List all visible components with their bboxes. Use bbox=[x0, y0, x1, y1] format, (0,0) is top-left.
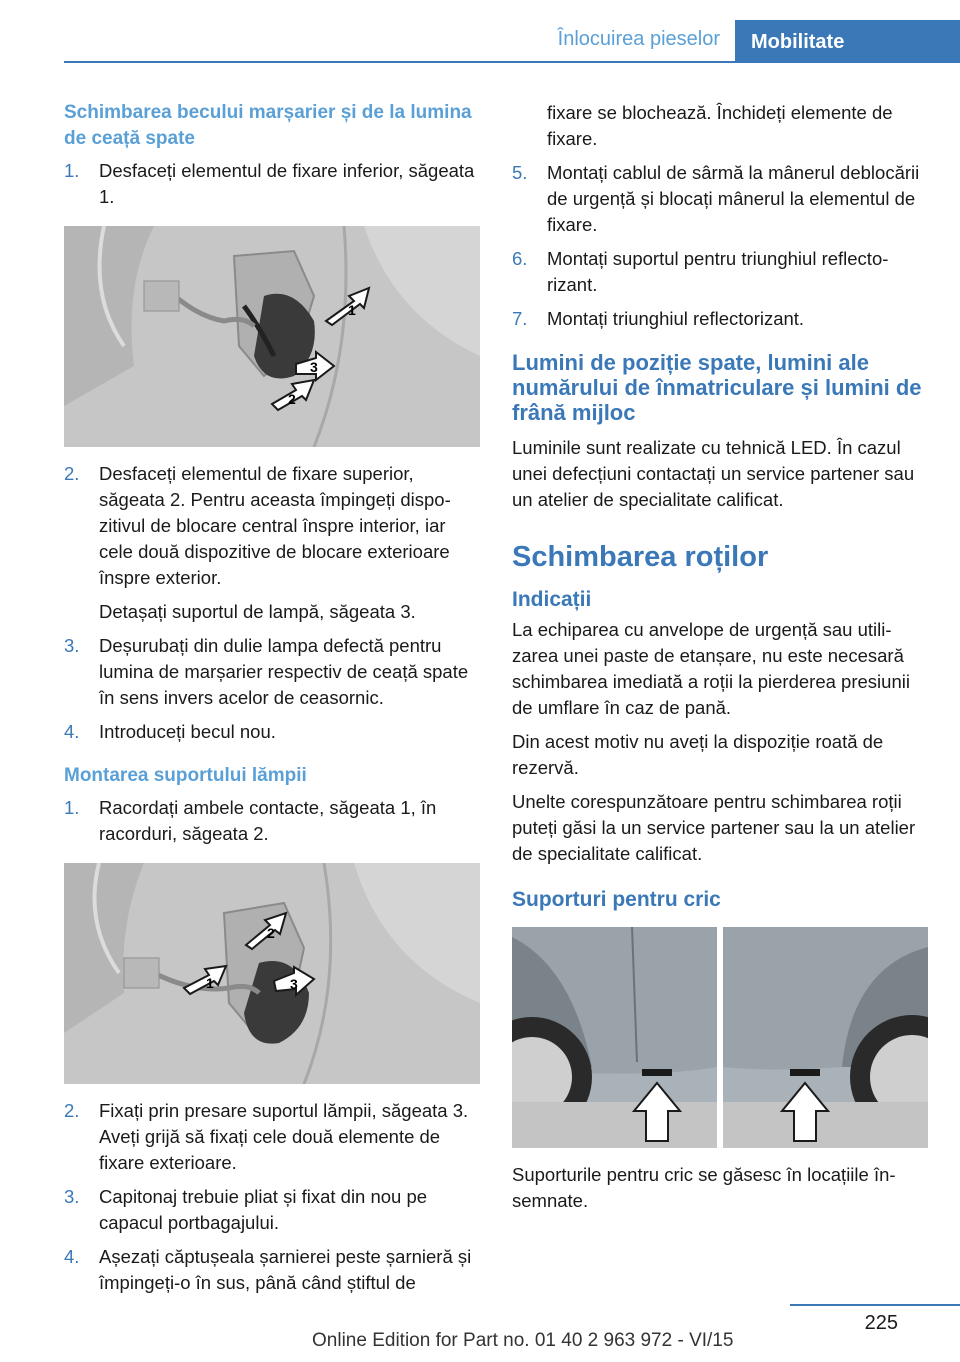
step-text: Introduceți becul nou. bbox=[99, 721, 276, 742]
footer-rule bbox=[790, 1304, 960, 1306]
paragraph-notes-3: Unelte corespunzătoare pentru schimbarea roții puteți găsi la un service partener sau la un atelier de specialitate calificat. bbox=[512, 791, 916, 864]
step-text: Așezați căptușeala șarnierei peste șarnieră și împingeți-o în sus, până când știftul de bbox=[99, 1246, 472, 1293]
step-number: 1. bbox=[64, 160, 80, 181]
step-number: 4. bbox=[64, 721, 80, 742]
list-item bbox=[64, 1184, 480, 1236]
heading-rear-lights: Lumini de poziție spate, lumini ale numărului de înmatriculare și lumini de frână mijloc bbox=[512, 350, 922, 425]
subsection-title-mounting: Montarea suportului lămpii bbox=[64, 765, 307, 786]
step-text: Deșurubați din dulie lampa defectă pentru lumina de marșarier respectiv de ceață spate în sens invers acelor de ceasornic. bbox=[99, 635, 469, 708]
step-number: 3. bbox=[64, 635, 80, 656]
header-chapter-tab[interactable]: Mobilitate bbox=[735, 20, 960, 61]
figure-lamp-removal bbox=[64, 226, 480, 447]
step-text: Fixați prin presare suportul lămpii, săgeata 3. Aveți grijă să fixați cele două elemente de fixare exterioare. bbox=[99, 1100, 469, 1173]
list-item bbox=[64, 719, 480, 745]
heading-jack-points: Suporturi pentru cric bbox=[512, 888, 721, 911]
step-continuation: Detașați suportul de lampă, săgeata 3. bbox=[99, 601, 416, 622]
list-item bbox=[512, 246, 928, 298]
list-item bbox=[64, 1244, 480, 1296]
list-item bbox=[512, 160, 928, 238]
step-number: 4. bbox=[64, 1246, 80, 1267]
list-item bbox=[64, 461, 480, 591]
step-number: 2. bbox=[64, 1100, 80, 1121]
step-text: Montați suportul pentru triunghiul reflectorizant. bbox=[547, 248, 889, 295]
step-text: Montați cablul de sârmă la mânerul deblocării de urgență și blocați mânerul la elementul de fixare. bbox=[547, 162, 920, 235]
list-item bbox=[64, 158, 480, 210]
edition-footer: Online Edition for Part no. 01 40 2 963 972 - VI/15 bbox=[312, 1330, 734, 1351]
step-text: Capitonaj trebuie pliat și fixat din nou pe capacul portbagajului. bbox=[99, 1186, 428, 1233]
step-number: 2. bbox=[64, 463, 80, 484]
paragraph-notes-1: La echiparea cu anvelope de urgență sau utilizarea unei paste de etanșare, nu este necesară schimbarea imediată a roții la pierderea presiunii de umflare în caz de pană. bbox=[512, 619, 910, 718]
list-item bbox=[64, 795, 480, 847]
step-number: 6. bbox=[512, 248, 528, 269]
callout-1: 1 bbox=[206, 975, 214, 991]
figure-jack-points bbox=[512, 927, 928, 1148]
list-item bbox=[64, 1098, 480, 1176]
step-text: Desfaceți elementul de fixare inferior, săgeata 1. bbox=[99, 160, 475, 207]
page-number: 225 bbox=[864, 1312, 898, 1334]
header-section-title: Înlocuirea pieselor bbox=[557, 28, 720, 50]
paragraph-lights: Luminile sunt realizate cu tehnică LED. În cazul unei defecțiuni contactați un service partener sau un atelier de specialitate calificat. bbox=[512, 437, 915, 510]
paragraph-jack-points: Suporturile pentru cric se găsesc în locațiile însemnate. bbox=[512, 1164, 896, 1211]
right-column bbox=[512, 100, 928, 1222]
step-text: Racordați ambele contacte, săgeata 1, în racorduri, săgeata 2. bbox=[99, 797, 437, 844]
paragraph-notes-2: Din acest motiv nu aveți la dispoziție roată de rezervă. bbox=[512, 731, 884, 778]
section-title-reverse-fog-bulb: Schimbarea becului marșarier și de la lumina de ceață spate bbox=[64, 102, 472, 149]
list-item bbox=[512, 306, 928, 332]
step-number: 7. bbox=[512, 308, 528, 329]
callout-3: 3 bbox=[290, 976, 298, 992]
callout-2: 2 bbox=[267, 925, 275, 941]
callout-1: 1 bbox=[348, 302, 356, 318]
step-text: Montați triunghiul reflectorizant. bbox=[547, 308, 805, 329]
step-number: 3. bbox=[64, 1186, 80, 1207]
step-continuation: fixare se blochează. Închideți elemente de fixare. bbox=[547, 102, 893, 149]
step-number: 1. bbox=[64, 797, 80, 818]
heading-notes: Indicații bbox=[512, 588, 592, 611]
list-item bbox=[64, 633, 480, 711]
left-column bbox=[64, 100, 480, 1304]
figure-lamp-mounting bbox=[64, 863, 480, 1084]
header-rule bbox=[64, 61, 960, 63]
step-number: 5. bbox=[512, 162, 528, 183]
callout-3: 3 bbox=[310, 359, 318, 375]
callout-2: 2 bbox=[288, 391, 296, 407]
heading-wheel-change: Schimbarea roților bbox=[512, 541, 769, 573]
step-text: Desfaceți elementul de fixare superior, săgeata 2. Pentru aceasta împingeți dispozitivul de blocare central înspre interior, iar cele două dispozitive de blocare exterioare înspre exterior. bbox=[99, 463, 451, 588]
